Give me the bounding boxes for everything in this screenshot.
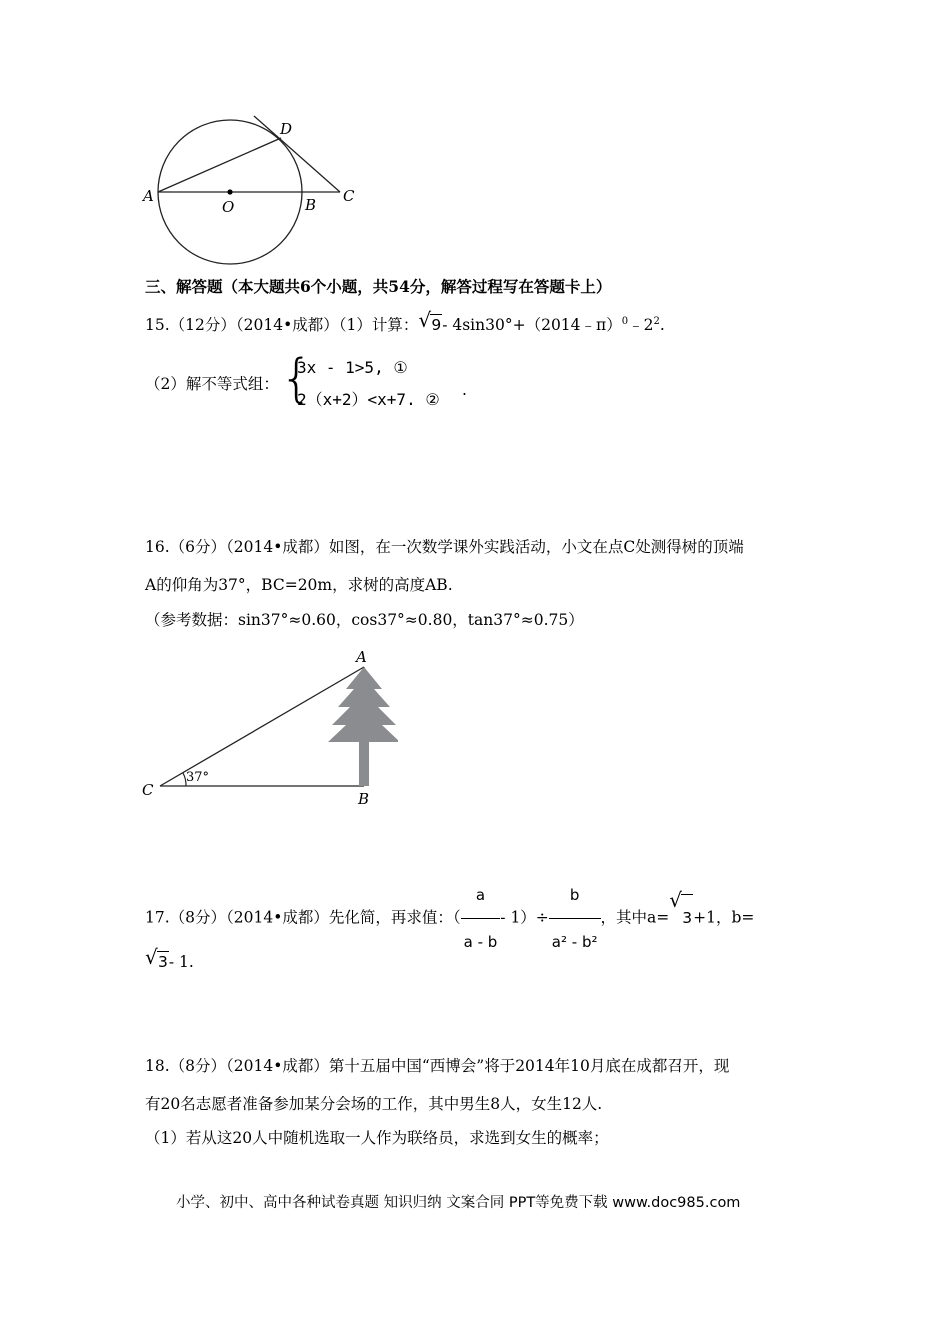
- q15-ineq2: 2（x+2）<x+7. ②: [297, 390, 440, 409]
- q16-line2: A的仰角为37°，BC=20m，求树的高度AB.: [145, 576, 453, 594]
- q16-line1: 16.（6分）（2014•成都）如图，在一次数学课外实践活动，小文在点C处测得树的顶端: [145, 538, 744, 556]
- label-a-tree: A: [356, 648, 367, 666]
- q15-prefix: 15.（12分）（2014•成都）（1）计算：: [145, 316, 419, 335]
- q17-a-rad: 3: [681, 894, 693, 941]
- tangent-dc: [254, 116, 340, 192]
- sqrt-symbol-a: √ 3: [669, 894, 693, 941]
- angle-label: 37°: [186, 770, 210, 785]
- label-a: A: [143, 187, 154, 205]
- q15-exp2: 2: [653, 316, 660, 327]
- line-ca: [160, 667, 364, 786]
- q17-b-tail: - 1.: [168, 953, 194, 971]
- q17-cond: ，其中a=: [600, 908, 670, 927]
- page-footer: 小学、初中、高中各种试卷真题 知识归纳 文案合同 PPT等免费下载 www.doc985.com: [176, 1195, 741, 1211]
- label-d: D: [280, 120, 293, 138]
- sqrt-symbol-b: √ 3: [145, 945, 168, 971]
- q15-ineq-end: .: [462, 381, 467, 399]
- sqrt-symbol: √ 9: [418, 308, 442, 335]
- q15-rest: - 4sin30°+（2014﹣π）: [442, 316, 622, 335]
- circle-tangent-figure: [138, 108, 368, 273]
- q17-frac1-num: a: [475, 886, 486, 904]
- q15-ineq1: 3x - 1>5, ①: [297, 358, 408, 377]
- q17-line1: [145, 872, 754, 965]
- q17-frac1-den: a - b: [461, 918, 501, 965]
- q16-line3: （参考数据：sin37°≈0.60，cos37°≈0.80，tan37°≈0.75）: [145, 611, 584, 629]
- q18-line3: （1）若从这20人中随机选取一人作为联络员，求选到女生的概率；: [145, 1129, 609, 1147]
- q15-part2-label: （2）解不等式组：: [145, 375, 279, 393]
- q15-line1: [145, 308, 665, 335]
- q15-end: .: [659, 316, 665, 335]
- brace-symbol: {: [280, 349, 314, 409]
- q17-a-tail: +1，b=: [693, 908, 755, 927]
- label-c: C: [343, 187, 355, 205]
- q15-exp0: 0: [621, 316, 629, 327]
- q15-tail: ﹣2: [628, 316, 654, 335]
- tree-icon: [328, 667, 398, 786]
- q17-frac2: [549, 872, 601, 965]
- tree-triangle-figure: [138, 645, 398, 810]
- q17-minus: - 1）÷: [500, 908, 549, 927]
- q17-frac1: [461, 872, 501, 965]
- q17-line2: [145, 945, 194, 972]
- q15-radicand: 9: [431, 316, 442, 335]
- label-b-tree: B: [358, 790, 370, 808]
- q18-line2: 有20名志愿者准备参加某分会场的工作，其中男生8人，女生12人.: [145, 1095, 603, 1113]
- section-heading: 三、解答题（本大题共6个小题，共54分，解答过程写在答题卡上）: [145, 277, 612, 296]
- label-c-tree: C: [142, 781, 154, 799]
- q18-line1: 18.（8分）（2014•成都）第十五届中国“西博会”将于2014年10月底在成都召开，现: [145, 1057, 730, 1075]
- q17-frac2-num: b: [569, 886, 580, 904]
- q17-frac2-den: a² - b²: [549, 918, 601, 965]
- chord-ad: [158, 138, 281, 192]
- label-b: B: [305, 196, 317, 214]
- q17-b-rad: 3: [158, 953, 168, 971]
- label-o: O: [222, 198, 235, 216]
- q17-prefix: 17.（8分）（2014•成都）先化简，再求值：（: [145, 908, 461, 927]
- center-point: [227, 189, 232, 194]
